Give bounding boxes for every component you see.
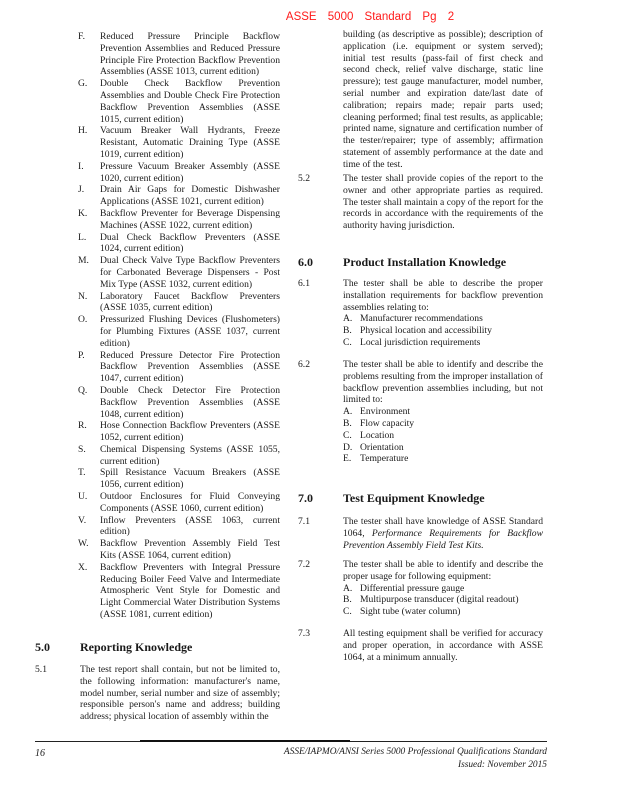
list-item (78, 385, 280, 420)
footer-title: ASSE/IAPMO/ANSI Series 5000 Professional Qualifications Standard (283, 747, 547, 757)
list-letter: K. (78, 207, 88, 219)
list-text: Hose Connection Backflow Preventers (ASSE 1052, current edition) (100, 420, 280, 444)
paragraph-text: building (as descriptive as possible); description of application (i.e. equipment or system served); initial test results (pass-fail of first check and second check, relief valve discharge, static line pressure); test gauge manufacturer, model number, serial number and expiration date/last date of calibration; repairs made; repair parts used; cleaning performed; final test results, as applicable; printed name, signature and certification number of the tester/repairer; type of assembly; affirmation statement of assembly performance at the date and time of the test. (343, 29, 543, 170)
list-text: Spill Resistance Vacuum Breakers (ASSE 1056, current edition) (100, 467, 280, 491)
list-text: Double Check Backflow Prevention Assemblies and Double Check Fire Protection Backflow Prevention Assemblies (ASSE 1015, current edition) (100, 78, 280, 125)
list-text: Physical location and accessibility (360, 325, 492, 337)
list-letter: A. (343, 582, 353, 594)
list-text: Outdoor Enclosures for Fluid Conveying Components (ASSE 1060, current edition) (100, 491, 280, 514)
paragraph-number: 5.2 (298, 173, 310, 184)
list-item (343, 313, 543, 325)
list-item (78, 208, 280, 232)
section-number: 5.0 (35, 640, 50, 654)
paragraph-text: The tester shall be able to identify and describe the proper usage for following equipment: (343, 559, 543, 582)
list-text: Laboratory Faucet Backflow Preventers (ASSE 1035, current edition) (100, 290, 280, 314)
paragraph-number: 6.2 (298, 359, 310, 370)
list-text: Pressurized Flushing Devices (Flushometers) for Plumbing Fixtures (ASSE 1037, current edition) (100, 314, 280, 349)
standards-list (78, 31, 280, 621)
list-letter: O. (78, 314, 88, 326)
paragraph-5-1-continued (298, 29, 543, 171)
list-letter: P. (78, 349, 85, 361)
list-item (343, 337, 543, 349)
list-letter: F. (78, 31, 85, 42)
list-letter: X. (78, 561, 88, 573)
list-letter: M. (78, 255, 89, 267)
paragraph-5-2 (298, 173, 543, 232)
list-letter: R. (78, 420, 87, 432)
list-item (78, 125, 280, 160)
list-item (78, 444, 280, 468)
list-text: Backflow Preventers with Integral Pressure Reducing Boiler Feed Valve and Intermediate Atmospheric Vent Style for Domestic and Light Commercial Water Distribution Systems (ASSE 1081, current edition) (100, 561, 280, 621)
list-item (343, 418, 543, 430)
paragraph-number: 7.2 (298, 559, 310, 570)
list-letter: B. (343, 594, 352, 606)
paragraph-number: 7.1 (298, 516, 310, 527)
list-text: Backflow Prevention Assembly Field Test Kits (ASSE 1064, current edition) (100, 538, 280, 562)
list-text: Reduced Pressure Principle Backflow Prevention Assemblies and Reduced Pressure Principle Fire Protection Backflow Prevention Assemblies (ASSE 1013, current edition) (100, 31, 280, 78)
standard-title: Performance Requirements for Backflow Prevention Assembly Field Test Kits. (343, 527, 543, 551)
list-letter: U. (78, 491, 88, 503)
list-item (78, 314, 280, 349)
list-text: Differential pressure gauge (360, 582, 465, 594)
list-letter: B. (343, 417, 352, 429)
list-item (343, 442, 543, 454)
page-number: 16 (35, 748, 45, 759)
list-letter: I. (78, 160, 84, 172)
list-letter: D. (343, 441, 353, 453)
paragraph-number: 6.1 (298, 278, 310, 289)
paragraph-text: The test report shall contain, but not be limited to, the following information: manufacturer's name, model number, serial number and size of assembly; responsible person's name and address; building address; physical location of assembly within the (80, 664, 280, 723)
list-text: Flow capacity (360, 417, 415, 429)
list-item (78, 255, 280, 290)
list-item (78, 467, 280, 491)
list-item (78, 291, 280, 315)
list-letter: H. (78, 125, 88, 137)
list-item (78, 420, 280, 444)
list-item (343, 594, 543, 606)
paragraph-text: The tester shall be able to identify and describe the problems resulting from the improper installation of backflow prevention assemblies including, but not limited to: (343, 359, 543, 406)
paragraph-7-2 (298, 559, 543, 618)
list-letter: A. (343, 406, 353, 418)
list-text: Inflow Preventers (ASSE 1063, current edition) (100, 514, 280, 538)
list-item (78, 491, 280, 515)
footer-citation (284, 746, 547, 771)
list-item (78, 161, 280, 185)
list-letter: J. (78, 184, 85, 196)
list-letter: G. (78, 78, 88, 90)
list-text: Temperature (360, 453, 409, 465)
list-letter: C. (343, 606, 352, 618)
list-item (343, 325, 543, 337)
section-title: Product Installation Knowledge (343, 255, 507, 269)
paragraph-number: 7.3 (298, 628, 310, 639)
list-letter: L. (78, 231, 87, 243)
list-text: Multipurpose transducer (digital readout) (360, 594, 519, 606)
list-item (78, 31, 280, 78)
list-text: Sight tube (water column) (360, 606, 461, 618)
list-text: Reduced Pressure Detector Fire Protection Backflow Prevention Assemblies (ASSE 1047, current edition) (100, 349, 280, 385)
paragraph-5-1 (35, 664, 280, 723)
list-text: Manufacturer recommendations (360, 313, 483, 325)
paragraph-text: All testing equipment shall be verified for accuracy and proper operation, in accordance with ASSE 1064, at a minimum annually. (343, 628, 543, 663)
list-item (343, 406, 543, 418)
section-title: Test Equipment Knowledge (343, 491, 485, 505)
list-text: Vacuum Breaker Wall Hydrants, Freeze Resistant, Automatic Draining Type (ASSE 1019, current edition) (100, 125, 280, 160)
paragraph-6-2 (298, 359, 543, 465)
list-item (78, 78, 280, 125)
list-letter: N. (78, 290, 88, 302)
list-item (343, 453, 543, 465)
list-letter: S. (78, 443, 86, 455)
list-item (343, 606, 543, 618)
list-letter: W. (78, 538, 89, 550)
list-letter: T. (78, 467, 86, 479)
section-number: 7.0 (298, 491, 313, 505)
section-7-heading (298, 491, 543, 506)
paragraph-text: The tester shall be able to describe the proper installation requirements for backflow prevention assemblies relating to: (343, 278, 543, 313)
list-letter: C. (343, 429, 352, 441)
list-text: Environment (360, 406, 411, 418)
paragraph-number: 5.1 (35, 664, 47, 675)
list-item (78, 562, 280, 621)
list-text: Drain Air Gaps for Domestic Dishwasher Applications (ASSE 1021, current edition) (100, 184, 280, 208)
list-text: Orientation (360, 441, 404, 453)
list-text: Local jurisdiction requirements (360, 336, 481, 348)
paragraph-6-1 (298, 278, 543, 349)
list-text: Backflow Preventer for Beverage Dispensing Machines (ASSE 1022, current edition) (100, 207, 280, 231)
section-title: Reporting Knowledge (80, 640, 193, 654)
list-item (78, 538, 280, 562)
footer-issued: Issued: November 2015 (457, 759, 547, 770)
list-text: Pressure Vacuum Breaker Assembly (ASSE 1020, current edition) (100, 160, 280, 184)
list-item (78, 232, 280, 256)
list-text: Location (360, 429, 395, 441)
section-6-heading (298, 255, 543, 270)
paragraph-7-3 (298, 628, 543, 663)
list-text: Double Check Detector Fire Protection Backflow Prevention Assemblies (ASSE 1048, current edition) (100, 384, 280, 420)
footer-divider-accent (140, 740, 350, 742)
list-item (343, 430, 543, 442)
section-number: 6.0 (298, 255, 313, 269)
list-letter: E. (343, 453, 352, 465)
list-text: Chemical Dispensing Systems (ASSE 1055, current edition) (100, 443, 280, 467)
page-header: ASSE 5000 Standard Pg 2 (285, 11, 455, 23)
list-letter: A. (343, 313, 353, 325)
list-letter: V. (78, 514, 87, 526)
list-letter: C. (343, 336, 352, 348)
paragraph-7-1 (298, 516, 543, 551)
paragraph-text: The tester shall have knowledge of ASSE Standard 1064, (343, 516, 543, 539)
list-text: Dual Check Backflow Preventers (ASSE 1024, current edition) (100, 231, 280, 255)
list-item (78, 350, 280, 385)
section-5-heading (35, 640, 285, 655)
paragraph-text: The tester shall provide copies of the report to the owner and other appropriate parties as required. The tester shall maintain a copy of the report for the records in accordance with the requirements of the authority having jurisdiction. (343, 173, 543, 232)
list-text: Dual Check Valve Type Backflow Preventers for Carbonated Beverage Dispensers - Post Mix Type (ASSE 1032, current edition) (100, 255, 280, 290)
list-letter: Q. (78, 384, 88, 396)
list-item (343, 583, 543, 595)
list-letter: B. (343, 325, 352, 337)
list-item (78, 184, 280, 208)
list-item (78, 515, 280, 539)
